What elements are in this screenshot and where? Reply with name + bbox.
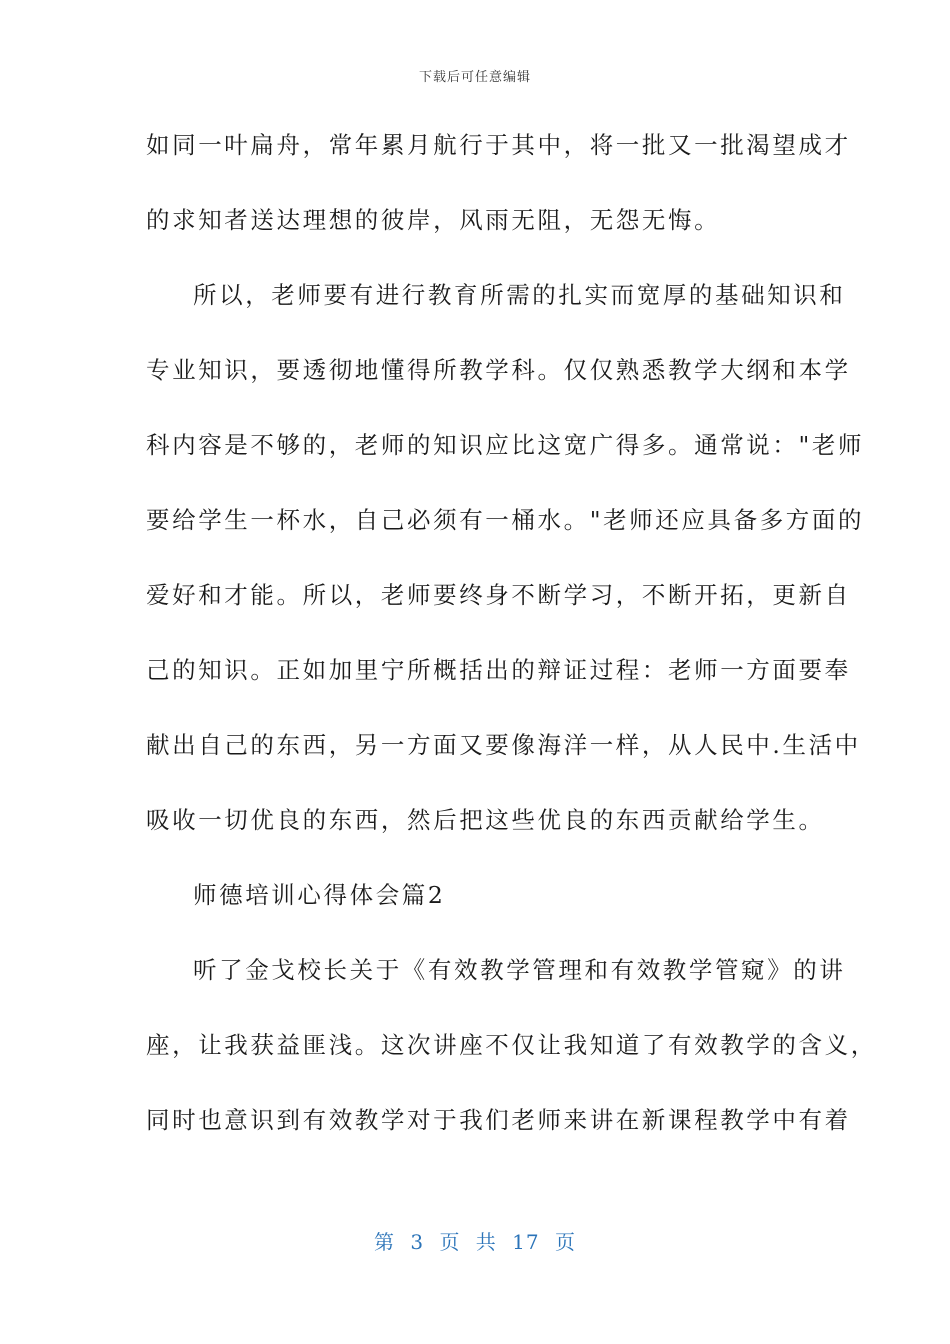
section-heading: 师德培训心得体会篇2 [193, 881, 446, 909]
body-line: 吸收一切优良的东西，然后把这些优良的东西贡献给学生。 [146, 806, 825, 834]
body-line: 同时也意识到有效教学对于我们老师来讲在新课程教学中有着 [146, 1106, 851, 1134]
body-line: 要给学生一杯水，自己必须有一桶水。"老师还应具备多方面的 [146, 506, 865, 534]
page-number: 第 3 页 共 17 页 [374, 1230, 576, 1254]
body-line: 听了金戈校长关于《有效教学管理和有效教学管窥》的讲 [193, 956, 846, 984]
header-note: 下载后可任意编辑 [418, 70, 531, 85]
body-line: 科内容是不够的，老师的知识应比这宽广得多。通常说："老师 [146, 431, 865, 459]
body-line: 的求知者送达理想的彼岸，风雨无阻，无怨无悔。 [146, 206, 721, 234]
body-line: 己的知识。正如加里宁所概括出的辩证过程：老师一方面要奉 [146, 656, 851, 684]
body-line: 爱好和才能。所以，老师要终身不断学习，不断开拓，更新自 [146, 581, 851, 609]
body-line: 所以，老师要有进行教育所需的扎实而宽厚的基础知识和 [193, 281, 846, 309]
body-line: 专业知识，要透彻地懂得所教学科。仅仅熟悉教学大纲和本学 [146, 356, 851, 384]
body-line: 献出自己的东西，另一方面又要像海洋一样，从人民中.生活中 [146, 731, 861, 759]
body-line: 如同一叶扁舟，常年累月航行于其中，将一批又一批渴望成才 [146, 131, 851, 159]
document-body [146, 124, 877, 1174]
body-line: 座，让我获益匪浅。这次讲座不仅让我知道了有效教学的含义， [146, 1031, 877, 1059]
